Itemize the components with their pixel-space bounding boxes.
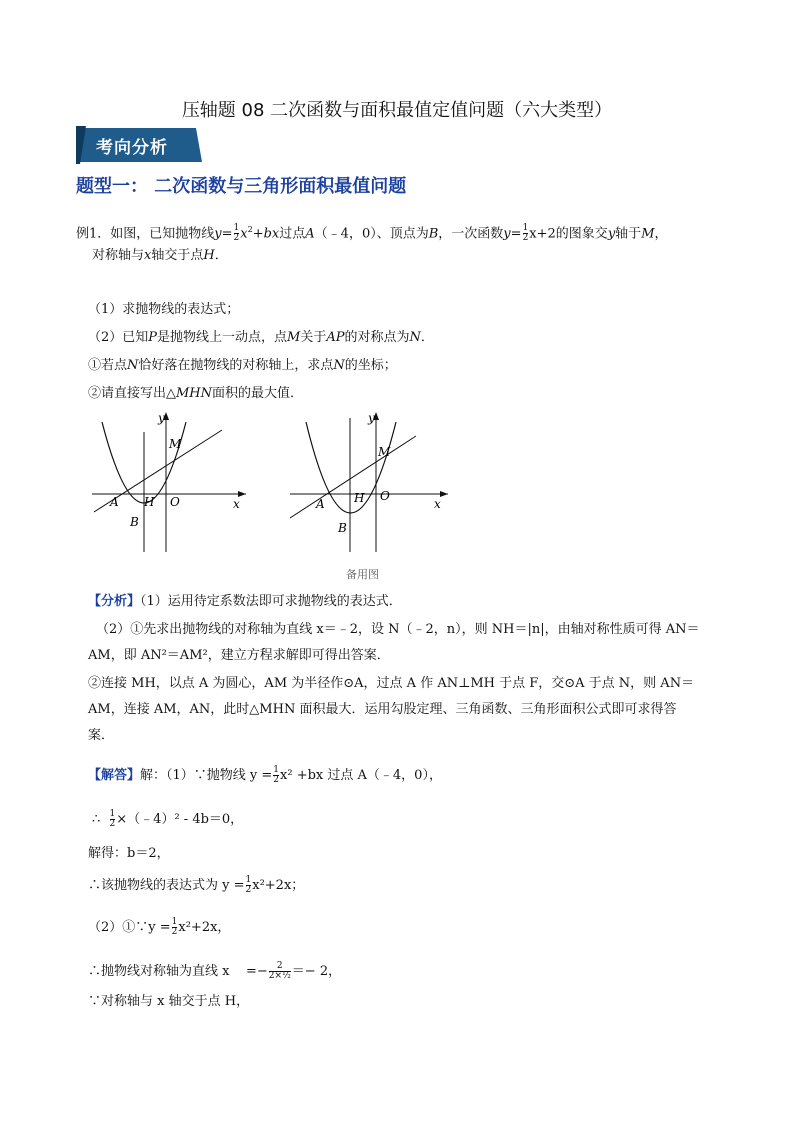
parabola-graph-1 — [86, 408, 252, 558]
graph2-x-label: x — [434, 497, 441, 511]
graph2-h-label: H — [354, 491, 365, 505]
solution-line-2: ∴ $\frac{1}{2}$ ×（﹣4）² - 4b＝0， — [92, 809, 244, 829]
graph2-y-label: y — [368, 411, 375, 425]
analysis-line-6: 案． — [88, 728, 115, 743]
analysis-line-5: AM，连接 AM，AN，此时△MHN 面积最大．运用勾股定理、三角函数、三角形面积公式即可求得答 — [88, 702, 677, 717]
banner-label: 考向分析 — [96, 138, 168, 158]
example-line-1: 例1．如图，已知抛物线y= $\frac{1}{2}$ $x^2+bx$过点A（﹣4，0）、顶点为B，一次函数y= $\frac{1}{2}$ x+2的图象交y轴于M， — [76, 223, 668, 244]
question-2: （2）已知P是抛物线上一动点，点M关于AP的对称点为N． — [88, 330, 434, 345]
solution-line-7: ∵对称轴与 x 轴交于点 H， — [88, 994, 250, 1009]
solution-line-3: 解得：b＝2， — [88, 846, 170, 861]
graph2-m-label: M — [378, 445, 391, 459]
question-2-2: ②请直接写出△MHN面积的最大值． — [88, 386, 304, 401]
page-title: 压轴题 08 二次函数与面积最值定值问题（六大类型） — [181, 100, 613, 121]
question-2-1: ①若点N恰好落在抛物线的对称轴上，求点N的坐标； — [88, 358, 397, 373]
graph1-o-label: O — [170, 495, 180, 509]
analysis-line-2: （2）①先求出抛物线的对称轴为直线 x＝﹣2，设 N（﹣2，n），则 NH＝|n|，由轴对称性质可得 AN＝ — [96, 622, 700, 637]
graph2-b-label: B — [338, 521, 347, 535]
question-1: （1）求抛物线的表达式； — [88, 302, 240, 317]
graph2-a-label: A — [316, 497, 325, 511]
graph1-a-label: A — [110, 495, 119, 509]
graph1-h-label: H — [144, 495, 155, 509]
analysis-line-1: 【分析】（1）运用待定系数法即可求抛物线的表达式． — [88, 594, 402, 609]
graph1-b-label: B — [130, 515, 139, 529]
graph1-x-label: x — [233, 497, 240, 511]
graph1-y-label: y — [158, 411, 165, 425]
solution-line-5: （2）①∵y = $\frac{1}{2}$ x²+2x， — [88, 917, 231, 937]
solution-line-4: ∴该抛物线的表达式为 y = $\frac{1}{2}$ x²+2x； — [88, 875, 305, 895]
graph2-o-label: O — [380, 489, 390, 503]
parabola-graph-2 — [284, 408, 454, 558]
graph1-m-label: M — [169, 437, 182, 451]
graph-caption: 备用图 — [346, 568, 379, 581]
example-line-2: 对称轴与x轴交于点H． — [92, 248, 228, 263]
analysis-line-4: ②连接 MH，以点 A 为圆心，AM 为半径作⊙A，过点 A 作 AN⊥MH 于点 F，交⊙A 于点 N，则 AN＝ — [88, 676, 695, 691]
solution-line-6: ∴抛物线对称轴为直线 x =− $\frac{2}{\text{2×½}}$ ＝− 2， — [88, 961, 342, 981]
analysis-line-3: AM，即 AN²＝AM²，建立方程求解即可得出答案． — [88, 648, 390, 663]
solution-line-1: 【解答】解：（1）∵抛物线 y = $\frac{1}{2}$ x² +bx 过点 A（﹣4，0）， — [88, 765, 442, 785]
type-heading: 题型一： 二次函数与三角形面积最值问题 — [76, 176, 407, 197]
